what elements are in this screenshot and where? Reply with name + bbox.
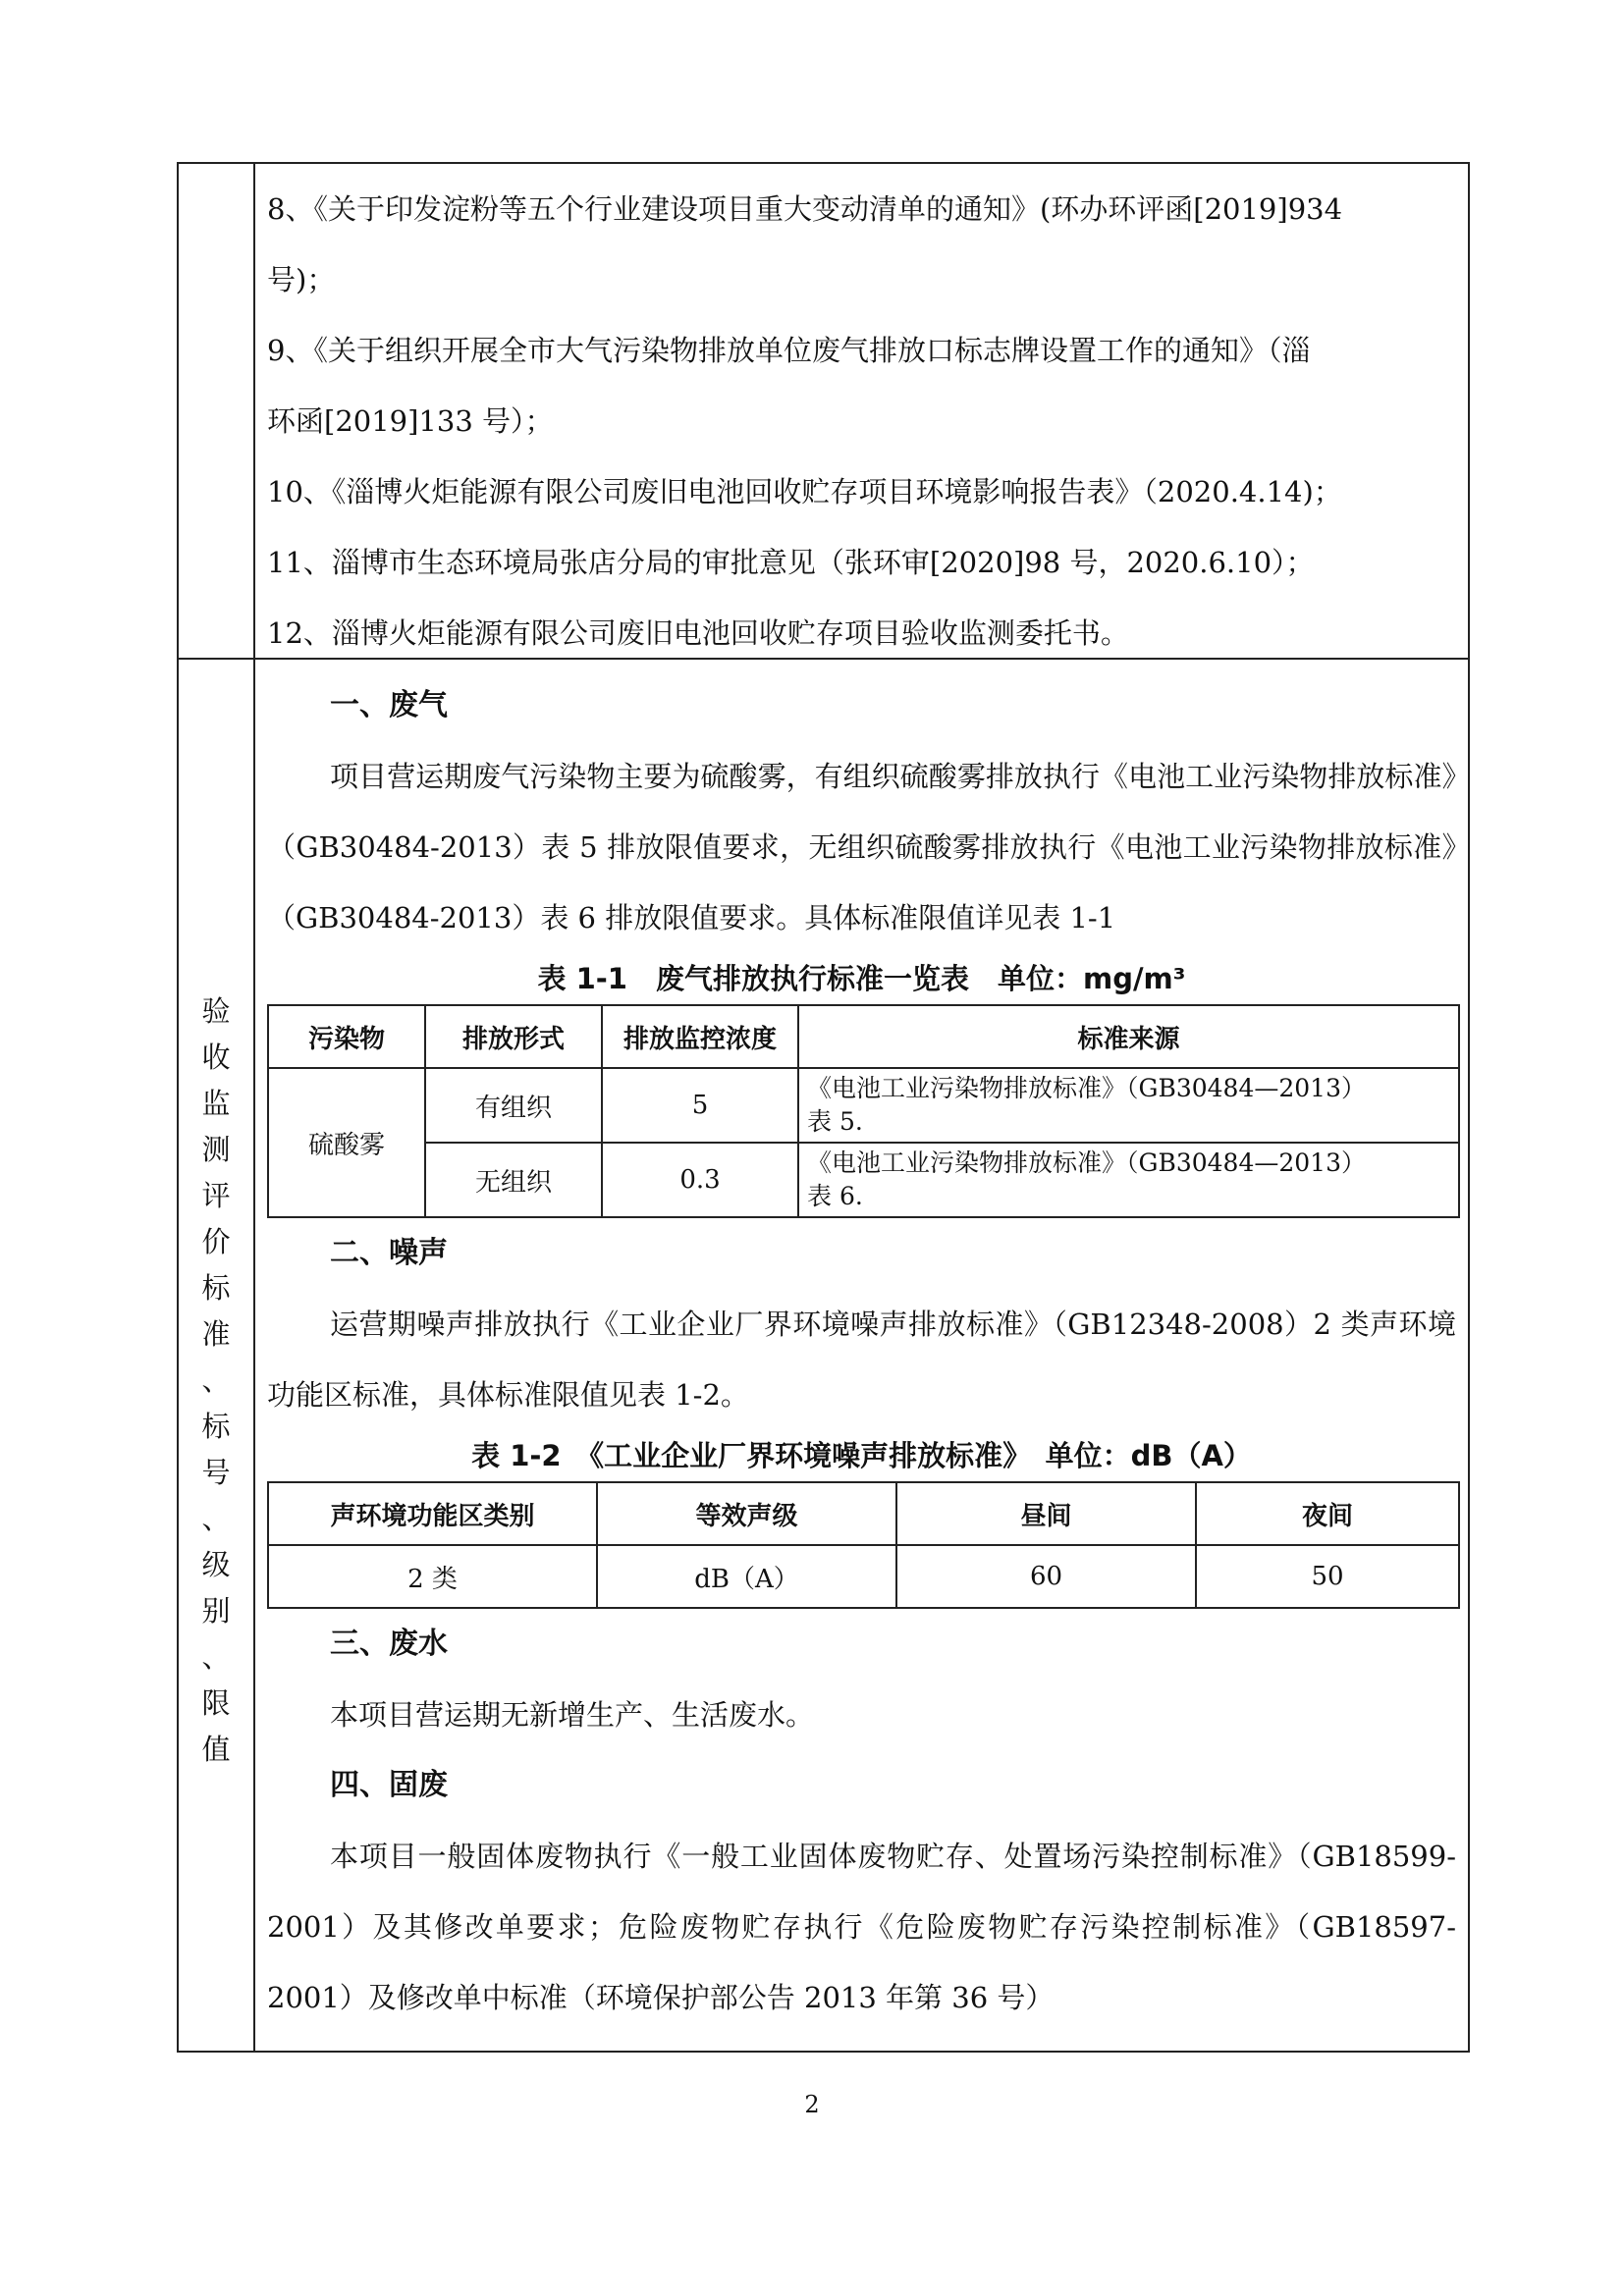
table-row xyxy=(268,1068,1459,1143)
table-cell: 有组织 xyxy=(425,1068,602,1143)
reference-item: 号)； xyxy=(267,263,336,296)
section-heading-noise: 二、噪声 xyxy=(330,1236,448,1270)
label-char: 级 xyxy=(201,1548,231,1581)
label-char: 别 xyxy=(201,1594,231,1628)
reference-item: 9、《关于组织开展全市大气污染物排放单位废气排放口标志牌设置工作的通知》（淄 xyxy=(267,334,1311,367)
table-row xyxy=(268,1545,1459,1608)
label-char: 值 xyxy=(201,1733,231,1766)
label-char: 限 xyxy=(201,1686,231,1720)
source-line: 《电池工业污染物排放标准》（GB30484—2013） xyxy=(807,1074,1366,1102)
reference-item: 12、淄博火炬能源有限公司废旧电池回收贮存项目验收监测委托书。 xyxy=(267,616,1129,650)
column-divider xyxy=(253,164,255,2051)
section-heading-waste-gas: 一、废气 xyxy=(330,688,448,722)
table-header-cell: 夜间 xyxy=(1196,1482,1459,1545)
section-paragraph: 运营期噪声排放执行《工业企业厂界环境噪声排放标准》（GB12348-2008）2 类声环境功能区标准，具体标准限值见表 1-2。 xyxy=(267,1308,1456,1412)
table-cell: 5 xyxy=(602,1068,798,1143)
label-char: 评 xyxy=(201,1179,231,1212)
table-header-cell: 污染物 xyxy=(268,1005,425,1068)
table-row xyxy=(268,1143,1459,1217)
section-paragraph: 项目营运期废气污染物主要为硫酸雾，有组织硫酸雾排放执行《电池工业污染物排放标准》（GB30484-2013）表 5 排放限值要求，无组织硫酸雾排放执行《电池工业污染物排放标准》（GB30484-2013）表 6 排放限值要求。具体标准限值详见表 1-1 xyxy=(267,760,1456,934)
label-char: 、 xyxy=(201,1502,231,1535)
table-header-cell: 等效声级 xyxy=(597,1482,896,1545)
label-char: 、 xyxy=(201,1640,231,1674)
table-cell xyxy=(798,1143,1459,1217)
table-cell xyxy=(798,1068,1459,1143)
table-cell: 60 xyxy=(896,1545,1196,1608)
label-char: 标 xyxy=(201,1410,231,1443)
source-line: 《电池工业污染物排放标准》（GB30484—2013） xyxy=(807,1148,1366,1177)
emission-standard-table xyxy=(267,1004,1460,1218)
section-paragraph: 本项目一般固体废物执行《一般工业固体废物贮存、处置场污染控制标准》（GB18599-2001）及其修改单要求；危险废物贮存执行《危险废物贮存污染控制标准》（GB18597-2001）及修改单中标准（环境保护部公告 2013 年第 36 号） xyxy=(267,1840,1456,2014)
table-header-row xyxy=(268,1005,1459,1068)
section-paragraph: 本项目营运期无新增生产、生活废水。 xyxy=(330,1698,815,1732)
table-header-cell: 声环境功能区类别 xyxy=(268,1482,597,1545)
main-table-frame xyxy=(177,162,1470,2053)
reference-list xyxy=(267,174,1456,668)
label-char: 号 xyxy=(201,1456,231,1489)
label-char: 、 xyxy=(201,1363,231,1397)
source-line: 表 6. xyxy=(807,1182,863,1210)
table-header-cell: 排放形式 xyxy=(425,1005,602,1068)
reference-item: 11、淄博市生态环境局张店分局的审批意见（张环审[2020]98 号，2020.6.10）； xyxy=(267,546,1315,579)
table-caption: 表 1-2 《工业企业厂界环境噪声排放标准》 单位：dB（A） xyxy=(471,1439,1252,1472)
section-heading-solid-waste: 四、固废 xyxy=(330,1768,448,1802)
page-number: 2 xyxy=(804,2091,820,2118)
table-header-cell: 排放监控浓度 xyxy=(602,1005,798,1068)
table-cell: 硫酸雾 xyxy=(268,1068,425,1217)
label-char: 收 xyxy=(201,1041,231,1074)
label-char: 价 xyxy=(201,1225,231,1258)
label-char: 准 xyxy=(201,1317,231,1351)
reference-item: 10、《淄博火炬能源有限公司废旧电池回收贮存项目环境影响报告表》（2020.4.14)； xyxy=(267,475,1342,508)
source-line: 表 5. xyxy=(807,1107,863,1136)
section-heading-wastewater: 三、废水 xyxy=(330,1627,448,1661)
table-caption: 表 1-1 废气排放执行标准一览表 单位：mg/m³ xyxy=(537,962,1186,995)
table-cell: 0.3 xyxy=(602,1143,798,1217)
noise-standard-table xyxy=(267,1481,1460,1609)
table-cell: 50 xyxy=(1196,1545,1459,1608)
label-char: 测 xyxy=(201,1133,231,1166)
table-cell: dB（A） xyxy=(597,1545,896,1608)
label-char: 标 xyxy=(201,1271,231,1305)
reference-item: 环函[2019]133 号）； xyxy=(267,404,554,438)
table-header-cell: 昼间 xyxy=(896,1482,1196,1545)
reference-item: 8、《关于印发淀粉等五个行业建设项目重大变动清单的通知》(环办环评函[2019]934 xyxy=(267,192,1343,226)
row-header-label xyxy=(179,988,253,1773)
label-char: 验 xyxy=(201,994,231,1028)
label-char: 监 xyxy=(201,1087,231,1120)
table-header-row xyxy=(268,1482,1459,1545)
table-header-cell: 标准来源 xyxy=(798,1005,1459,1068)
standards-content xyxy=(267,670,1456,2033)
table-cell: 2 类 xyxy=(268,1545,597,1608)
table-cell: 无组织 xyxy=(425,1143,602,1217)
